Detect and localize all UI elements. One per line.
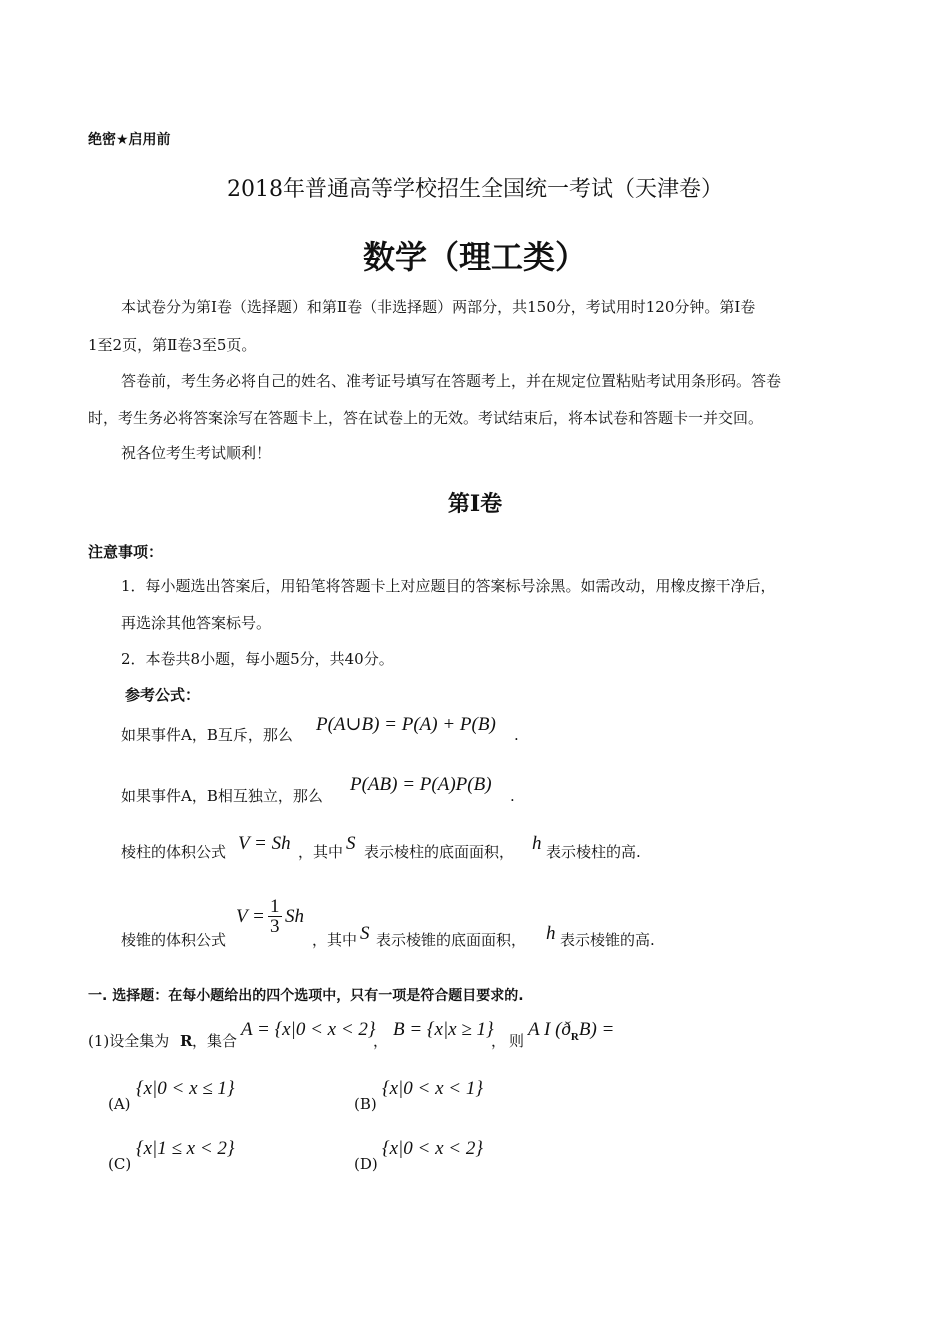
formula-4-S: S	[360, 923, 370, 944]
intro-paragraph-3: 祝各位考生考试顺利！	[121, 444, 272, 462]
exam-title: 2018年普通高等学校招生全国统一考试（天津卷）	[227, 177, 723, 202]
option-C-answer[interactable]: {x|1 ≤ x < 2}	[136, 1138, 235, 1159]
formula-1-math: P(A∪B) = P(A) + P(B)	[316, 714, 496, 735]
question-1-then: 则	[509, 1032, 525, 1050]
question-1-comma-1: ，	[373, 1032, 389, 1050]
question-1-set-A: A = {x|0 < x < 2}	[241, 1019, 376, 1040]
question-1-comma-2: ，	[491, 1032, 507, 1050]
question-1-mid: ，集合	[192, 1032, 238, 1050]
notice-item-1-line-1: 1．每小题选出答案后，用铅笔将答题卡上对应题目的答案标号涂黑。如需改动，用橡皮擦干净后，	[121, 577, 776, 595]
formula-3-mid: ，其中	[298, 843, 344, 861]
part-1-heading: 一. 选择题：在每小题给出的四个选项中，只有一项是符合题目要求的.	[88, 988, 524, 1004]
question-1-expression	[528, 1019, 614, 1043]
intro-paragraph-1-line-1: 本试卷分为第Ⅰ卷（选择题）和第Ⅱ卷（非选择题）两部分，共150分，考试用时120分钟。第Ⅰ卷	[121, 298, 756, 316]
intro-paragraph-2-line-1: 答卷前，考生务必将自己的姓名、准考证号填写在答题考上，并在规定位置粘贴考试用条形码。答卷	[121, 372, 782, 390]
formula-2-math: P(AB) = P(A)P(B)	[350, 774, 492, 795]
option-B-label[interactable]: (B)	[354, 1095, 377, 1113]
option-B-answer[interactable]: {x|0 < x < 1}	[382, 1078, 483, 1099]
option-A-answer[interactable]: {x|0 < x ≤ 1}	[136, 1078, 235, 1099]
option-A-label[interactable]: (A)	[108, 1095, 131, 1113]
formula-3-S: S	[346, 833, 356, 854]
question-1-expression-start: A I (ð	[528, 1019, 571, 1040]
section-title: 第Ⅰ卷	[447, 491, 503, 517]
question-1-prefix: (1)设全集为	[88, 1032, 170, 1050]
formula-4-mid2: 表示棱锥的底面面积，	[376, 931, 527, 949]
formula-4-text: 棱锥的体积公式	[121, 931, 227, 949]
notice-item-2: 2．本卷共8小题，每小题5分，共40分。	[121, 650, 394, 668]
question-1-universe: R	[180, 1032, 193, 1050]
secret-label: 绝密★启用前	[88, 132, 171, 148]
formula-3-math: V = Sh	[238, 833, 291, 854]
formula-4-h: h	[546, 923, 556, 944]
formula-4-end: 表示棱锥的高.	[560, 931, 655, 949]
fraction-numerator: 1	[270, 896, 280, 917]
option-D-answer[interactable]: {x|0 < x < 2}	[382, 1138, 483, 1159]
subject-title: 数学（理工类）	[362, 238, 587, 276]
formula-1-end: .	[514, 726, 519, 744]
formula-1-text: 如果事件A，B互斥，那么	[121, 726, 293, 744]
option-D-label[interactable]: (D)	[354, 1155, 378, 1173]
notice-item-1-line-2: 再选涂其他答案标号。	[121, 614, 272, 632]
option-C-label[interactable]: (C)	[108, 1155, 132, 1173]
question-1-expression-end: B) =	[578, 1019, 615, 1040]
formula-4-fraction	[268, 898, 282, 937]
question-1-complement-subscript: R	[570, 1030, 579, 1043]
formula-3-mid2: 表示棱柱的底面面积，	[364, 843, 515, 861]
formula-4-V: V =	[236, 906, 265, 927]
question-1-set-B: B = {x|x ≥ 1}	[393, 1019, 494, 1040]
formula-3-h: h	[532, 833, 542, 854]
formula-4-Sh: Sh	[285, 906, 304, 927]
intro-paragraph-1-line-2: 1至2页，第Ⅱ卷3至5页。	[88, 336, 257, 354]
formula-2-text: 如果事件A，B相互独立，那么	[121, 787, 323, 805]
notice-heading: 注意事项：	[88, 543, 164, 561]
formula-3-text: 棱柱的体积公式	[121, 843, 227, 861]
formula-heading: 参考公式：	[125, 686, 201, 704]
formula-3-end: 表示棱柱的高.	[546, 843, 641, 861]
fraction-denominator: 3	[270, 916, 280, 937]
formula-4-mid: ，其中	[312, 931, 358, 949]
intro-paragraph-2-line-2: 时，考生务必将答案涂写在答题卡上，答在试卷上的无效。考试结束后，将本试卷和答题卡一并交回。	[88, 409, 764, 427]
formula-2-end: .	[510, 787, 515, 805]
